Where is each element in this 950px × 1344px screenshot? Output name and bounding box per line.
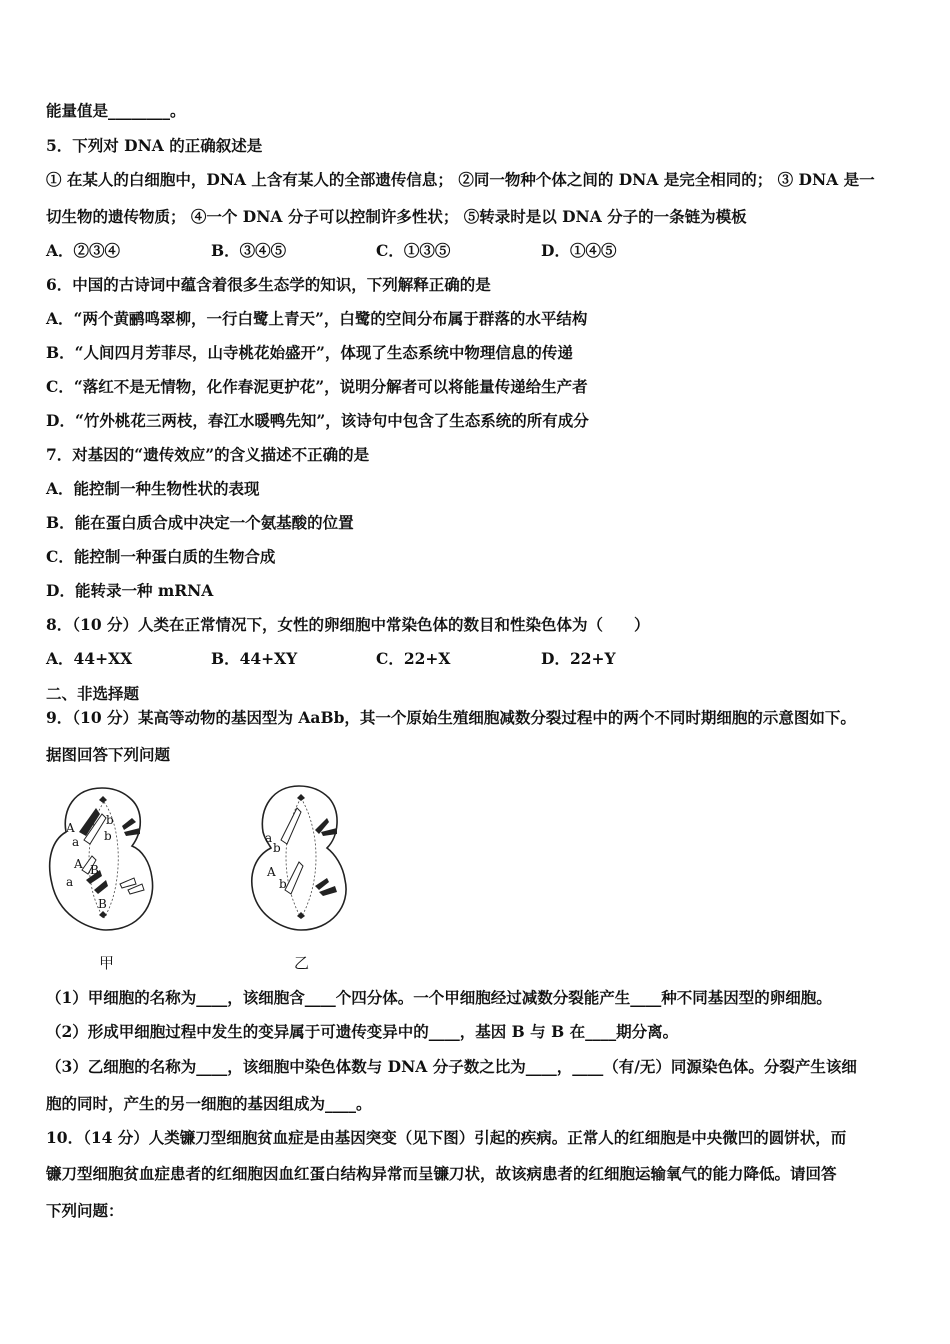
gene-label: A [66, 821, 75, 835]
q7-option-b[interactable]: B．能在蛋白质合成中决定一个氨基酸的位置 [46, 513, 354, 532]
figure-label-jia: 甲 [99, 954, 115, 972]
gene-label: b [273, 841, 281, 855]
q6-option-b[interactable]: B．“人间四月芳菲尽，山寺桃花始盛开”，体现了生态系统中物理信息的传递 [46, 343, 573, 362]
q5-option-d[interactable]: D．①④⑤ [541, 241, 617, 260]
gene-label: a [72, 835, 80, 849]
question-8: 8．（10 分）人类在正常情况下，女性的卵细胞中常染色体的数目和性染色体为（ ） [46, 615, 650, 634]
q7-option-c[interactable]: C．能控制一种蛋白质的生物合成 [46, 547, 276, 566]
question-10-line-1: 10．（14 分）人类镰刀型细胞贫血症是由基因突变（见下图）引起的疾病。正常人的红细胞是中央微凹的圆饼状，而 [46, 1128, 847, 1147]
figure-label-yi: 乙 [294, 954, 310, 972]
chromosome [285, 862, 303, 894]
cell-yi-diagram [245, 782, 355, 938]
question-7: 7．对基因的“遗传效应”的含义描述不正确的是 [46, 445, 370, 464]
q8-option-a[interactable]: A．44+XX [46, 649, 133, 668]
q5-option-b[interactable]: B．③④⑤ [211, 241, 287, 260]
gene-label: a [66, 875, 74, 889]
chromosome [281, 808, 301, 844]
chromosome [122, 818, 136, 830]
cell-jia-diagram [44, 780, 159, 938]
question-9-stem-1: 9．（10 分）某高等动物的基因型为 AaBb，其一个原始生殖细胞减数分裂过程中的两个不同时期细胞的示意图如下。 [46, 708, 856, 727]
centriole [99, 911, 107, 918]
question-5: 5．下列对 DNA 的正确叙述是 [46, 136, 263, 155]
gene-label: B [90, 863, 99, 877]
centriole [297, 912, 305, 919]
spindle-fiber [301, 798, 316, 918]
gene-label: b [104, 829, 112, 843]
question-6: 6．中国的古诗词中蕴含着很多生态学的知识，下列解释正确的是 [46, 275, 491, 294]
gene-label: B [98, 897, 107, 911]
gene-label: A [267, 865, 276, 879]
question-9-part-2: （2）形成甲细胞过程中发生的变异属于可遗传变异中的____，基因 B 与 B 在____期分离。 [46, 1022, 679, 1041]
line-energy: 能量值是________。 [46, 101, 186, 120]
chromosome [315, 878, 329, 890]
q7-option-d[interactable]: D．能转录一种 mRNA [46, 581, 214, 600]
gene-label: b [279, 877, 287, 891]
question-9-part-3-line-1: （3）乙细胞的名称为____，该细胞中染色体数与 DNA 分子数之比为____，____（有/无）同源染色体。分裂产生该细 [46, 1057, 857, 1076]
question-5-statements-1: ① 在某人的白细胞中，DNA 上含有某人的全部遗传信息； ②同一物种个体之间的 DNA 是完全相同的； ③ DNA 是一 [46, 170, 875, 189]
q8-option-c[interactable]: C．22+X [376, 649, 451, 668]
centriole [297, 794, 305, 801]
centriole [99, 796, 107, 803]
q6-option-d[interactable]: D．“竹外桃花三两枝，春江水暖鸭先知”，该诗句中包含了生态系统的所有成分 [46, 411, 589, 430]
question-10-line-2: 镰刀型细胞贫血症患者的红细胞因血红蛋白结构异常而呈镰刀状，故该病患者的红细胞运输氧气的能力降低。请回答 [46, 1164, 837, 1183]
question-9-stem-2: 据图回答下列问题 [46, 745, 171, 764]
q5-option-a[interactable]: A．②③④ [46, 241, 121, 260]
q8-option-d[interactable]: D．22+Y [541, 649, 616, 668]
question-5-statements-2: 切生物的遗传物质； ④一个 DNA 分子可以控制许多性状； ⑤转录时是以 DNA 分子的一条链为模板 [46, 207, 747, 226]
question-9-part-1: （1）甲细胞的名称为____，该细胞含____个四分体。一个甲细胞经过减数分裂能产生____种不同基因型的卵细胞。 [46, 988, 832, 1007]
cell-membrane [252, 786, 346, 930]
chromosome [120, 878, 136, 888]
q8-option-b[interactable]: B．44+XY [211, 649, 298, 668]
q6-option-a[interactable]: A．“两个黄鹂鸣翠柳，一行白鹭上青天”，白鹭的空间分布属于群落的水平结构 [46, 309, 588, 328]
chromosome [94, 880, 108, 894]
gene-label: a [265, 831, 273, 845]
question-10-line-3: 下列问题： [46, 1201, 124, 1220]
section-heading: 二、非选择题 [46, 684, 140, 703]
q6-option-c[interactable]: C．“落红不是无情物，化作春泥更护花”，说明分解者可以将能量传递给生产者 [46, 377, 588, 396]
q5-option-c[interactable]: C．①③⑤ [376, 241, 451, 260]
question-9-part-3-line-2: 胞的同时，产生的另一细胞的基因组成为____。 [46, 1094, 372, 1113]
gene-label: A [74, 857, 83, 871]
q7-option-a[interactable]: A．能控制一种生物性状的表现 [46, 479, 260, 498]
gene-label: b [106, 813, 114, 827]
